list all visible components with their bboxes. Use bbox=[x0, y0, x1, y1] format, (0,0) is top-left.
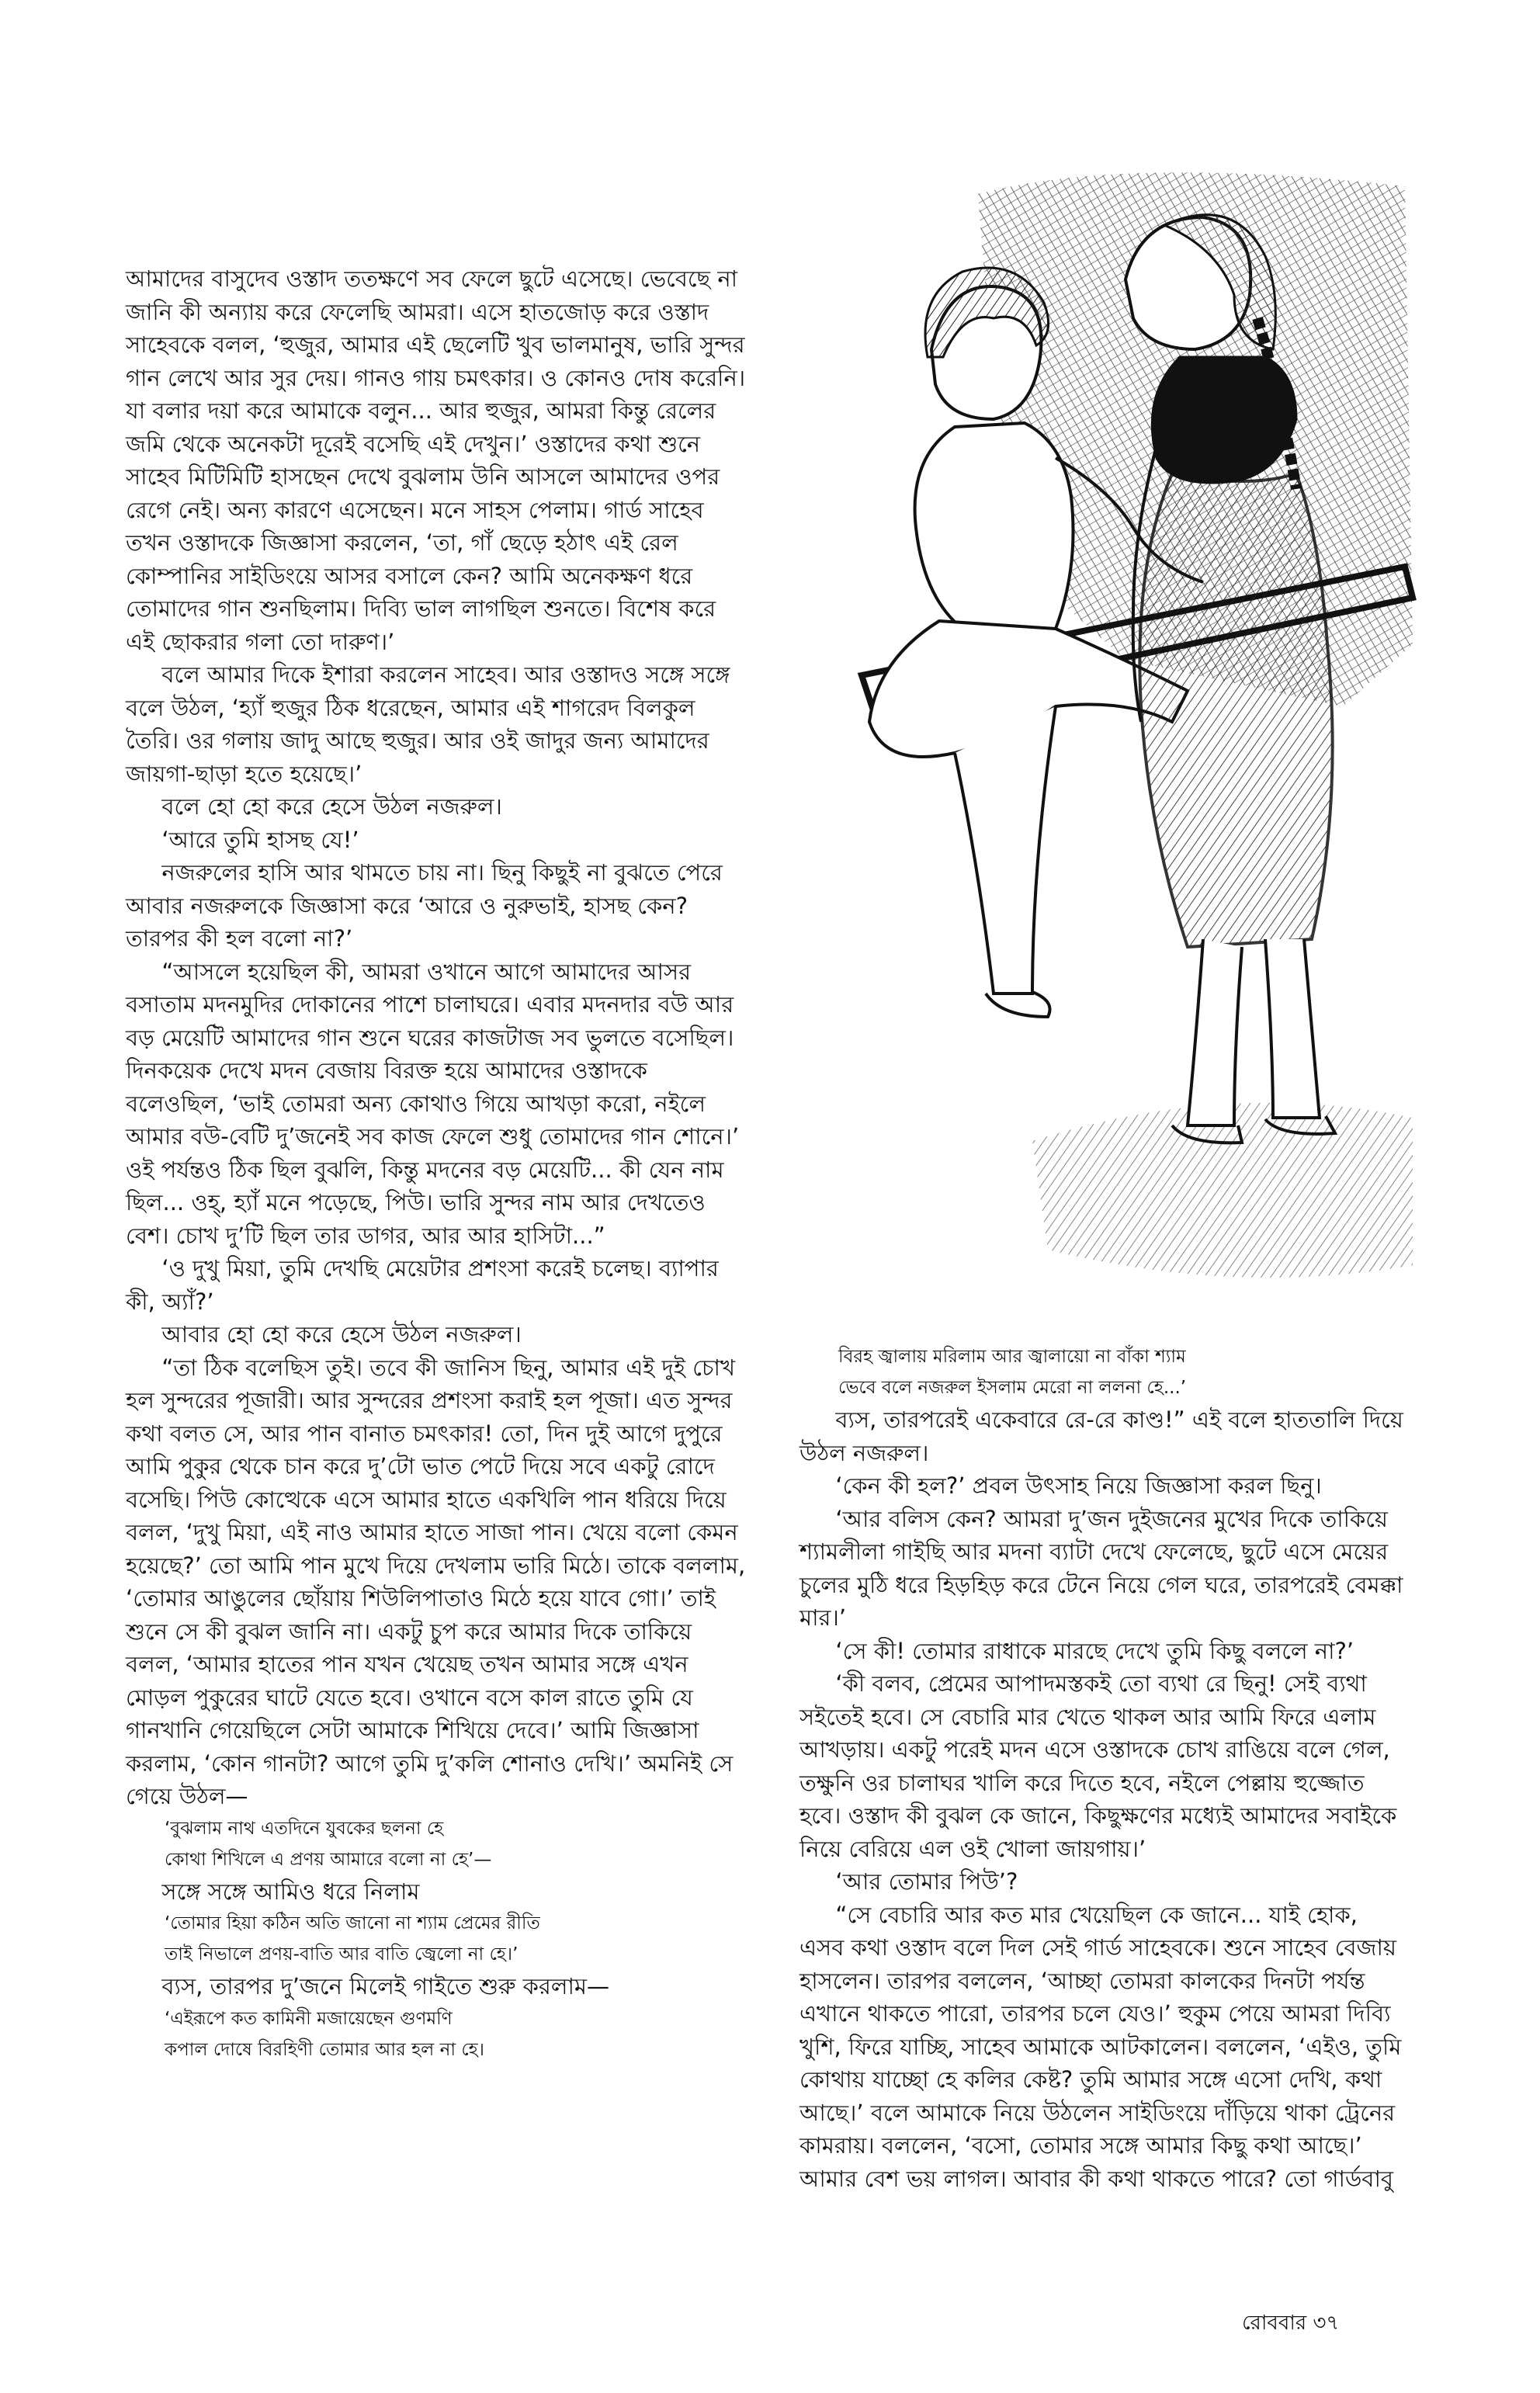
song-verse bbox=[799, 1341, 1405, 1403]
paragraph: ‘ও দুখু মিয়া, তুমি দেখছি মেয়েটার প্রশংসা করেই চলেছ। ব্যাপার কী, অ্যাঁ?’ bbox=[126, 1255, 719, 1315]
paragraph: “তা ঠিক বলেছিস তুই। তবে কী জানিস ছিনু, আমার এই দুই চোখ হল সুন্দরের পূজারী। আর সুন্দরের প্রশংসা করাই হল পূজা। এত সুন্দর কথা বলত সে, আর পান বানাত চমৎকার! তো, দিন দুই আগে দুপুরে আমি পুকুর থেকে চান করে দু’টো ভাত পেটে দিয়ে সবে একটু রোদে বসেছি। পিউ কোত্থেকে এসে আমার হাতে একখিলি পান ধরিয়ে দিয়ে বলল, ‘দুখু মিয়া, এই নাও আমার হাতে সাজা পান। খেয়ে বলো কেমন হয়েছে?’ তো আমি পান মুখে দিয়ে দেখলাম ভারি মিঠে। তাকে বললাম, ‘তোমার আঙুলের ছোঁয়ায় শিউলিপাতাও মিঠে হয়ে যাবে গো।’ তাই শুনে সে কী বুঝল জানি না। একটু চুপ করে আমার দিকে তাকিয়ে বলল, ‘আমার হাতের পান যখন খেয়েছ তখন আমার সঙ্গে এখন মোড়ল পুকুরের ঘাটে যেতে হবে। ওখানে বসে কাল রাতে তুমি যে গানখানি গেয়েছিলে সেটা আমাকে শিখিয়ে দেবে।’ আমি জিজ্ঞাসা করলাম, ‘কোন গানটা? আগে তুমি দু’কলি শোনাও দেখি।’ অমনিই সে গেয়ে উঠল— bbox=[126, 1354, 746, 1809]
paragraph: আবার হো হো করে হেসে উঠল নজরুল। bbox=[161, 1321, 522, 1347]
ground-shading bbox=[1032, 1103, 1413, 1278]
paragraph: “আসলে হয়েছিল কী, আমরা ওখানে আগে আমাদের আসর বসাতাম মদনমুদির দোকানের পাশে চালাঘরে। এবার মদনদার বউ আর বড় মেয়েটি আমাদের গান শুনে ঘরের কাজটাজ সব ভুলতে বসেছিল। দিনকয়েক দেখে মদন বেজায় বিরক্ত হয়ে আমাদের ওস্তাদকে বলেওছিল, ‘ভাই তোমরা অন্য কোথাও গিয়ে আখড়া করো, নইলে আমার বউ-বেটি দু’জনেই সব কাজ ফেলে শুধু তোমাদের গান শোনে।’ ওই পর্যন্তও ঠিক ছিল বুঝলি, কিন্তু মদনের বড় মেয়েটি... কী যেন নাম ছিল... ওহ্, হ্যাঁ মনে পড়েছে, পিউ। ভারি সুন্দর নাম আর দেখতেও বেশ। চোখ দু’টি ছিল তার ডাগর, আর আর হাসিটা...” bbox=[126, 958, 740, 1249]
song-verse bbox=[126, 1813, 747, 1875]
paragraph: নজরুলের হাসি আর থামতে চায় না। ছিনু কিছুই না বুঝতে পেরে আবার নজরুলকে জিজ্ঞাসা করে ‘আরে ও নুরুভাই, হাসছ কেন? তারপর কী হল বলো না?’ bbox=[126, 859, 723, 952]
paragraph: ‘কী বলব, প্রেমের আপাদমস্তকই তো ব্যথা রে ছিনু! সেই ব্যথা সইতেই হবে। সে বেচারি মার খেতে থাকল আর আমি ফিরে এলাম আখড়ায়। একটু পরেই মদন এসে ওস্তাদকে চোখ রাঙিয়ে বলে গেল, তক্ষুনি ওর চালাঘর খালি করে দিতে হবে, নইলে পেল্লায় হুজ্জোত হবে। ওস্তাদ কী বুঝল কে জানে, কিছুক্ষণের মধ্যেই আমাদের সবাইকে নিয়ে বেরিয়ে এল ওই খোলা জায়গায়।’ bbox=[799, 1670, 1397, 1862]
paragraph: ব্যস, তারপর দু’জনে মিলেই গাইতে শুরু করলাম— bbox=[161, 1973, 609, 1999]
right-text-column bbox=[799, 1341, 1405, 2195]
verse-line: কোথা শিখিলে এ প্রণয় আমারে বলো না হে’— bbox=[165, 1849, 492, 1870]
song-verse bbox=[126, 1908, 747, 1970]
verse-line: ভেবে বলে নজরুল ইসলাম মেরো না ললনা হে...’ bbox=[838, 1378, 1187, 1398]
paragraph: ‘সে কী! তোমার রাধাকে মারছে দেখে তুমি কিছু বললে না?’ bbox=[835, 1637, 1354, 1664]
paragraph: ব্যস, তারপরেই একেবারে রে-রে কাণ্ড!” এই বলে হাততালি দিয়ে উঠল নজরুল। bbox=[799, 1406, 1403, 1466]
verse-line: ‘এইরূপে কত কামিনী মজায়েছেন গুণমণি bbox=[165, 2008, 453, 2029]
verse-line: কপাল দোষে বিরহিণী তোমার আর হল না হে। bbox=[165, 2039, 484, 2060]
verse-line: বিরহ জ্বালায় মরিলাম আর জ্বালায়ো না বাঁকা শ্যাম bbox=[838, 1347, 1186, 1367]
story-illustration bbox=[799, 163, 1420, 1304]
paragraph: ‘আর তোমার পিউ’? bbox=[835, 1868, 1018, 1895]
left-text-column bbox=[126, 262, 747, 2065]
verse-line: তাই নিভালে প্রণয়-বাতি আর বাতি জ্বেলো না হে।’ bbox=[165, 1944, 519, 1965]
paragraph: সঙ্গে সঙ্গে আমিও ধরে নিলাম bbox=[161, 1878, 420, 1905]
verse-line: ‘তোমার হিয়া কঠিন অতি জানো না শ্যাম প্রেমের রীতি bbox=[165, 1913, 540, 1933]
paragraph: ‘আরে তুমি হাসছ যে!’ bbox=[161, 826, 359, 853]
paragraph: বলে হো হো করে হেসে উঠল নজরুল। bbox=[161, 793, 502, 820]
paragraph: বলে আমার দিকে ইশারা করলেন সাহেব। আর ওস্তাদও সঙ্গে সঙ্গে বলে উঠল, ‘হ্যাঁ হুজুর ঠিক ধরেছেন, আমার এই শাগরেদ বিলকুল তৈরি। ওর গলায় জাদু আছে হুজুর। আর ওই জাদুর জন্য আমাদের জায়গা-ছাড়া হতে হয়েছে।’ bbox=[126, 661, 730, 787]
paragraph: ‘আর বলিস কেন? আমরা দু’জন দুইজনের মুখের দিকে তাকিয়ে শ্যামলীলা গাইছি আর মদনা ব্যাটা দেখে ফেলেছে, ছুটে এসে মেয়ের চুলের মুঠি ধরে হিড়হিড় করে টেনে নিয়ে গেল ঘরে, তারপরেই বেমক্কা মার।’ bbox=[799, 1505, 1403, 1631]
paragraph: আমাদের বাসুদেব ওস্তাদ ততক্ষণে সব ফেলে ছুটে এসেছে। ভেবেছে না জানি কী অন্যায় করে ফেলেছি আমরা। এসে হাতজোড় করে ওস্তাদ সাহেবকে বলল, ‘হুজুর, আমার এই ছেলেটি খুব ভালমানুষ, ভারি সুন্দর গান লেখে আর সুর দেয়। গানও গায় চমৎকার। ও কোনও দোষ করেনি। যা বলার দয়া করে আমাকে বলুন... আর হুজুর, আমরা কিন্তু রেলের জমি থেকে অনেকটা দূরেই বসেছি এই দেখুন।’ ওস্তাদের কথা শুনে সাহেব মিটিমিটি হাসছেন দেখে বুঝলাম উনি আসলে আমাদের ওপর রেগে নেই। অন্য কারণে এসেছেন। মনে সাহস পেলাম। গার্ড সাহেব তখন ওস্তাদকে জিজ্ঞাসা করলেন, ‘তা, গাঁ ছেড়ে হঠাৎ এই রেল কোম্পানির সাইডিংয়ে আসর বসালে কেন? আমি অনেকক্ষণ ধরে তোমাদের গান শুনছিলাম। দিব্যি ভাল লাগছিল শুনতে। বিশেষ করে এই ছোকরার গলা তো দারুণ।’ bbox=[126, 265, 746, 655]
page-footer: রোববার ৩৭ bbox=[1242, 2311, 1340, 2335]
song-verse bbox=[126, 2003, 747, 2065]
paragraph: ‘কেন কী হল?’ প্রবল উৎসাহ নিয়ে জিজ্ঞাসা করল ছিনু। bbox=[835, 1472, 1322, 1499]
paragraph: “সে বেচারি আর কত মার খেয়েছিল কে জানে... যাই হোক, এসব কথা ওস্তাদ বলে দিল সেই গার্ড সাহেবকে। শুনে সাহেব বেজায় হাসলেন। তারপর বললেন, ‘আচ্ছা তোমরা কালকের দিনটা পর্যন্ত এখানে থাকতে পারো, তারপর চলে যেও।’ হুকুম পেয়ে আমরা দিব্যি খুশি, ফিরে যাচ্ছি, সাহেব আমাকে আটকালেন। বললেন, ‘এইও, তুমি কোথায় যাচ্ছো হে কলির কেষ্ট? তুমি আমার সঙ্গে এসো দেখি, কথা আছে।’ বলে আমাকে নিয়ে উঠলেন সাইডিংয়ে দাঁড়িয়ে থাকা ট্রেনের কামরায়। বললেন, ‘বসো, তোমার সঙ্গে আমার কিছু কথা আছে।’ আমার বেশ ভয় লাগল। আবার কী কথা থাকতে পারে? তো গার্ডবাবু bbox=[799, 1901, 1402, 2192]
verse-line: ‘বুঝলাম নাথ এতদিনে যুবকের ছলনা হে bbox=[165, 1818, 444, 1839]
